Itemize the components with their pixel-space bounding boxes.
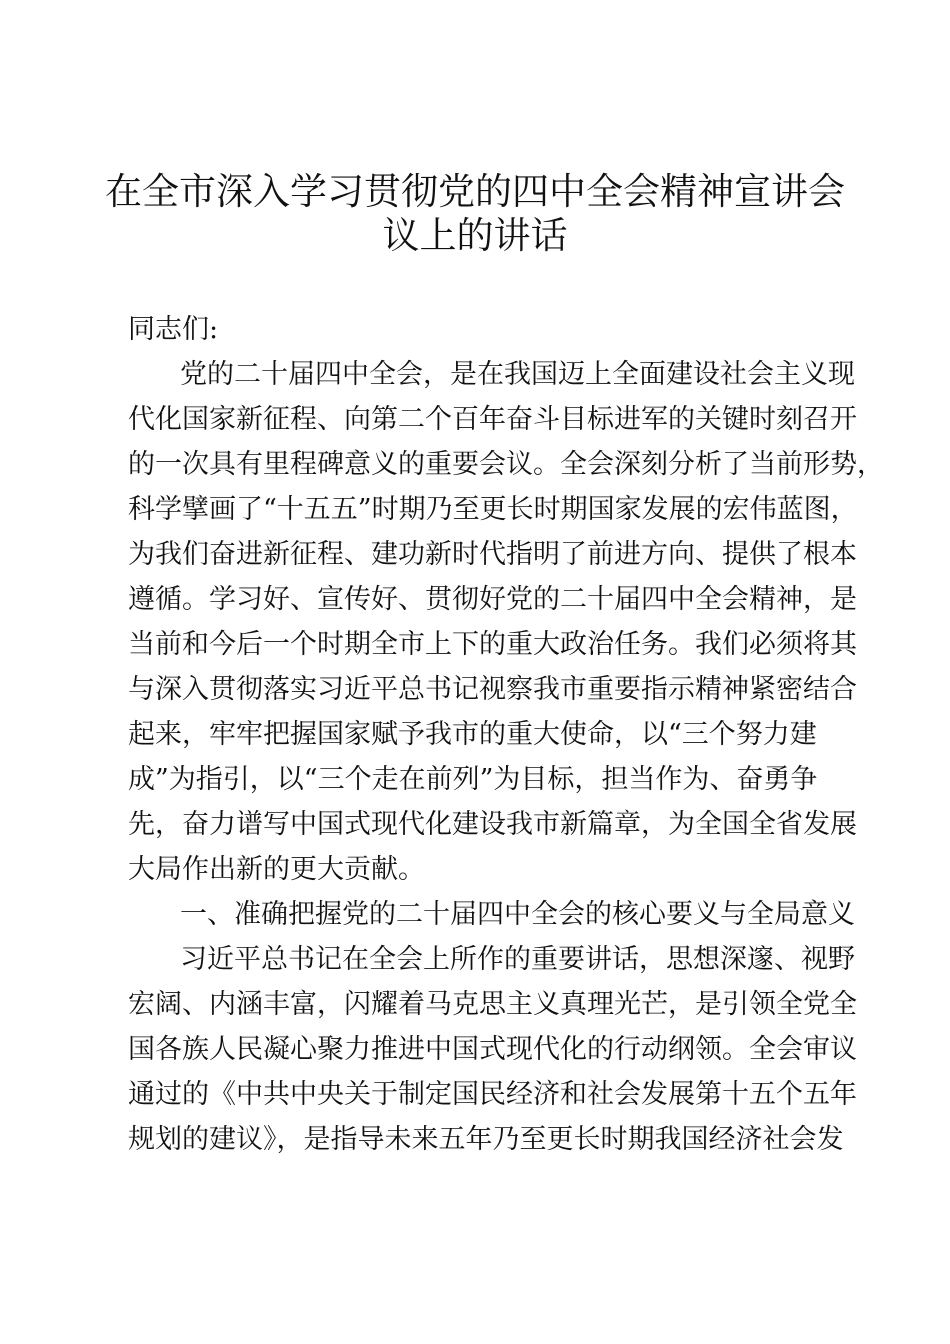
paragraph-line: 当前和今后一个时期全市上下的重大政治任务。我们必须将其 [128,629,857,660]
document-title [100,170,850,258]
paragraph-line: 成”为指引，以“三个走在前列”为目标，担当作为、奋勇争 [128,764,818,795]
paragraph-line: 习近平总书记在全会上所作的重要讲话，思想深邃、视野 [180,944,855,975]
paragraph-line: 的一次具有里程碑意义的重要会议。全会深刻分析了当前形势， [128,449,884,480]
paragraph-line: 通过的《中共中央关于制定国民经济和社会发展第十五个五年 [128,1079,857,1110]
document-body [128,307,884,1162]
paragraph-line: 起来，牢牢把握国家赋予我市的重大使命，以“三个努力建 [128,719,817,750]
paragraph-line: 宏阔、内涵丰富，闪耀着马克思主义真理光芒，是引领全党全 [128,989,857,1020]
title-line: 议上的讲话 [382,214,568,257]
paragraph-line: 党的二十届四中全会，是在我国迈上全面建设社会主义现 [180,359,855,390]
paragraph-line: 与深入贯彻落实习近平总书记视察我市重要指示精神紧密结合 [128,674,857,705]
section-heading: 一、准确把握党的二十届四中全会的核心要义与全局意义 [180,899,855,930]
paragraph-line: 为我们奋进新征程、建功新时代指明了前进方向、提供了根本 [128,539,857,570]
paragraph-line: 国各族人民凝心聚力推进中国式现代化的行动纲领。全会审议 [128,1034,857,1065]
paragraph-line: 代化国家新征程、向第二个百年奋斗目标进军的关键时刻召开 [128,404,857,435]
paragraph-line: 先，奋力谱写中国式现代化建设我市新篇章，为全国全省发展 [128,809,857,840]
paragraph-line: 大局作出新的更大贡献。 [128,854,425,885]
salutation: 同志们: [128,314,219,345]
paragraph-line: 规划的建议》，是指导未来五年乃至更长时期我国经济社会发 [128,1124,844,1155]
title-line: 在全市深入学习贯彻党的四中全会精神宣讲会 [105,170,845,213]
paragraph-line: 遵循。学习好、宣传好、贯彻好党的二十届四中全会精神，是 [128,584,857,615]
paragraph-line: 科学擘画了“十五五”时期乃至更长时期国家发展的宏伟蓝图， [128,494,858,525]
